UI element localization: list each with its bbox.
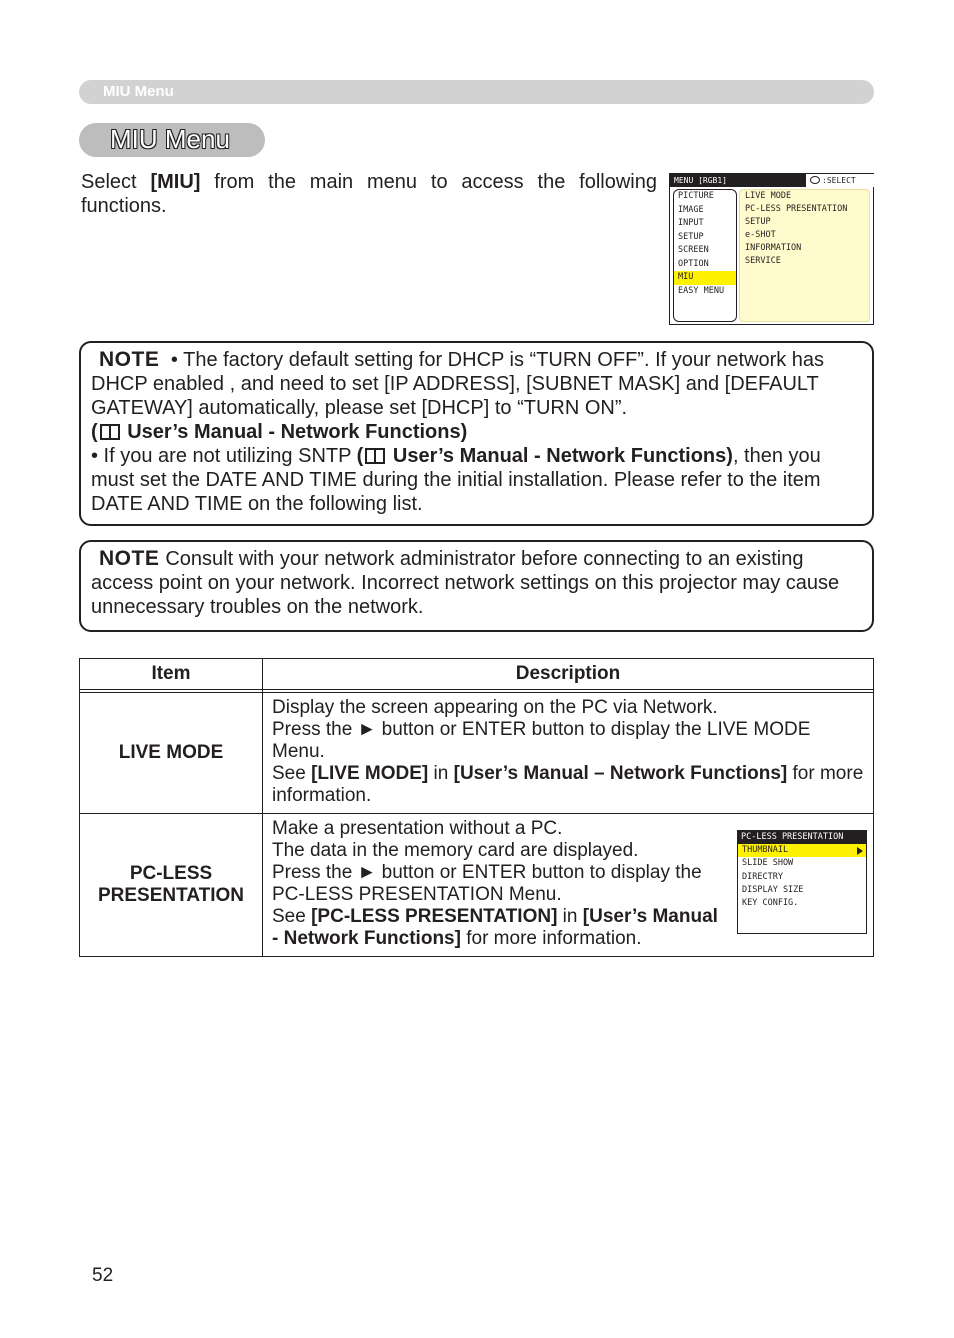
desc-text: for more information. [460,928,642,949]
table-row [80,693,874,814]
note-text: , then you must set the DATE AND TIME during the initial installation. Please refer to the item DATE AND TIME on the following list. [91,445,821,515]
desc-text: for more information. [272,763,864,806]
intro-paragraph [81,170,657,218]
intro-bold: [MIU] [150,171,201,193]
desc-line: Press the ► button or ENTER button to display the PC-LESS PRESENTATION Menu. [272,862,702,905]
desc-bold: [User’s Manual - Network Functions] [272,906,718,949]
page-title-pill [79,123,265,157]
osd-left-item: PICTURE [678,191,714,201]
intro-prefix: Select [81,171,151,193]
osd-right-menu [739,189,870,322]
description-pc-less-presentation [263,814,874,957]
pcl-item: SLIDE SHOW [742,858,794,869]
desc-text: See [272,763,312,784]
ref-paren: ( [91,421,98,443]
table-row [80,814,874,957]
osd-left-menu [673,189,737,322]
page-number: 52 [92,1265,114,1286]
desc-line: Press the ► button or ENTER button to display the LIVE MODE Menu. [272,719,811,762]
pcl-item: KEY CONFIG. [742,898,799,909]
note-dhcp [79,341,874,526]
note-text: Consult with your network administrator before connecting to an existing access point on your network. Incorrect network settings on this projector may cause unnecessary troubles on the network. [91,548,840,618]
item-live-mode: LIVE MODE [80,693,263,814]
desc-text: in [557,906,583,927]
pcl-osd-title: PC-LESS PRESENTATION [738,831,866,844]
osd-left-item-selected: MIU [674,271,736,285]
section-header-bar [79,80,874,104]
osd-title: MENU [RGB1] [670,174,805,187]
pcl-item-selected: THUMBNAIL [738,844,866,857]
table-header-item: Item [80,659,263,690]
desc-line: Display the screen appearing on the PC via Network. [272,697,718,718]
desc-line: The data in the memory card are displayed. [272,840,639,861]
table-header-row [80,659,874,690]
desc-text: See [272,906,312,927]
select-icon [810,176,820,184]
note-text: • If you are not utilizing SNTP [91,445,357,467]
miu-function-table [79,658,874,957]
desc-bold: [PC-LESS PRESENTATION] [311,906,558,927]
desc-line: Make a presentation without a PC. [272,818,563,839]
osd-select-hint [805,174,874,187]
main-menu-osd [669,173,874,325]
note-text: • The factory default setting for DHCP is “TURN OFF”. If your network has DHCP enabled , and need to set [IP ADDRESS], [SUBNET MASK] and [DEFAULT GATEWAY] automatically, please set [DHCP] to “TURN ON”. [91,349,825,419]
description-live-mode [263,693,874,814]
section-header-label: MIU Menu [103,83,174,100]
osd-left-item: EASY MENU [678,285,725,296]
osd-right-item: SETUP [745,217,771,227]
book-icon [100,424,120,440]
osd-left-item: OPTION [678,258,709,269]
osd-right-item: PC-LESS PRESENTATION [745,204,848,214]
intro-suffix: from the main menu to access the following functions. [81,171,657,217]
note-tag: NOTE [99,348,160,371]
note-tag: NOTE [99,547,160,570]
osd-select-label: :SELECT [822,176,856,185]
osd-right-item: SERVICE [745,256,781,266]
note-network-admin [79,540,874,632]
osd-left-item: SETUP [678,231,704,242]
manual-reference: User’s Manual - Network Functions) [387,445,733,467]
osd-left-item: SCREEN [678,245,709,255]
osd-left-item: IMAGE [678,204,704,215]
desc-bold: [LIVE MODE] [311,763,429,784]
desc-text: in [428,763,454,784]
pc-less-menu-osd [737,830,867,934]
table-header-description: Description [263,659,874,690]
pcl-item: DISPLAY SIZE [742,884,804,895]
osd-right-item: e-SHOT [745,230,776,240]
desc-bold: [User’s Manual – Network Functions] [453,763,788,784]
pcl-item: DIRECTRY [742,871,783,882]
item-pc-less-presentation: PC-LESS PRESENTATION [80,814,263,957]
manual-reference: User’s Manual - Network Functions) [121,421,468,443]
osd-right-item: LIVE MODE [745,191,792,201]
page-title: MIU Menu [110,124,230,154]
ref-paren: ( [356,445,364,467]
osd-left-item: INPUT [678,218,704,228]
book-icon [365,448,385,464]
osd-right-item: INFORMATION [745,243,802,253]
